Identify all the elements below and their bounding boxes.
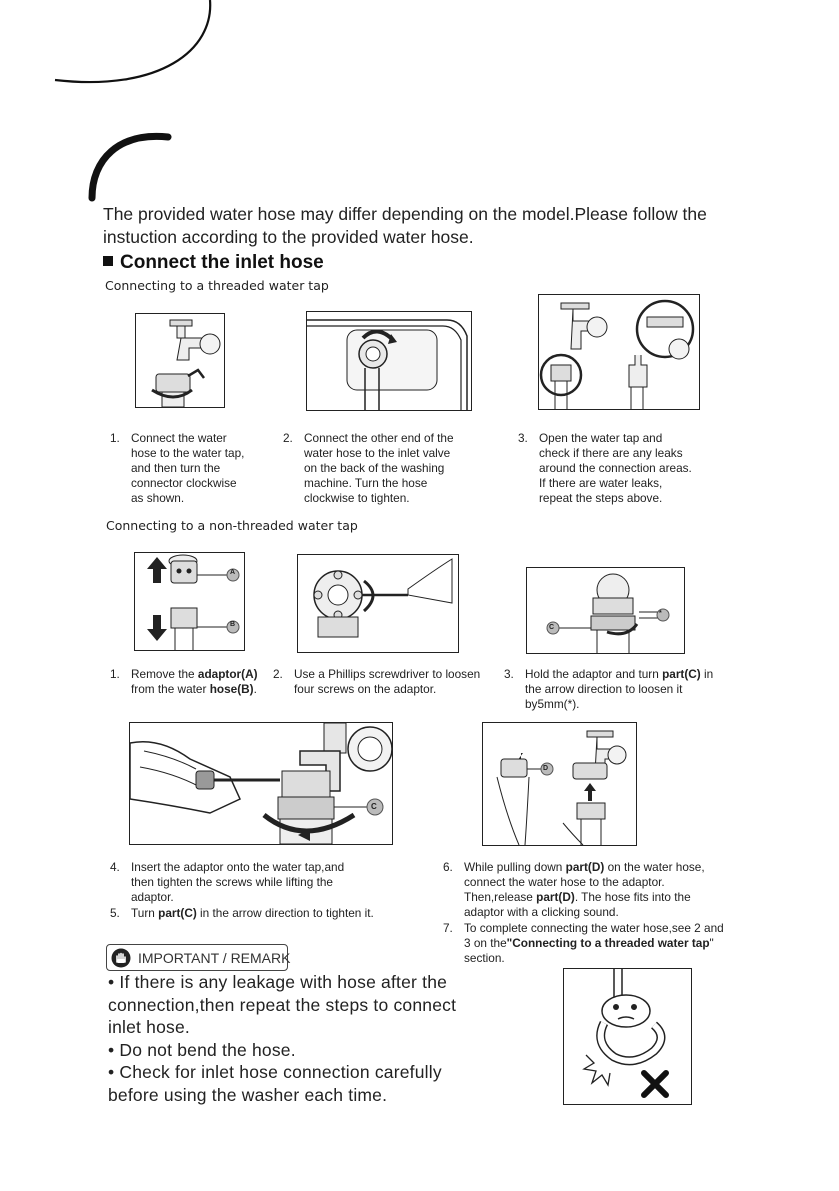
nonthreaded-step-5: 5. Turn part(C) in the arrow direction to tighten it. — [110, 906, 374, 920]
threaded-step-2: 2. Connect the other end of the water hose to the inlet valve on the back of the washing machine. Turn the hose clockwise to tighten. — [283, 431, 454, 505]
figure-inlet-valve — [306, 311, 472, 411]
label-c-2: C — [371, 802, 377, 811]
remark-item: • Do not bend the hose. — [108, 1039, 296, 1060]
label-b: B — [230, 621, 236, 628]
label-c: C — [549, 624, 555, 631]
figure-leak-check — [538, 294, 700, 410]
label-d: D — [543, 765, 549, 772]
leak-check-illustration — [539, 295, 699, 409]
remark-item: • If there is any leakage with hose after the connection,then repeat the steps to connect inlet hose. — [108, 972, 457, 1037]
figure-remove-adaptor — [134, 552, 245, 651]
nonthreaded-step-6: 6. While pulling down part(D) on the water hose, connect the water hose to the adaptor. Then,release part(D). The hose fits into the adaptor with a clicking sound. — [443, 860, 705, 919]
tap-illustration — [136, 314, 224, 407]
label-star: * — [659, 610, 662, 617]
subtitle-threaded: Connecting to a threaded water tap — [105, 278, 329, 293]
bullet-square-icon — [103, 256, 113, 266]
figure-attach-hose — [482, 722, 637, 846]
inlet-valve-illustration — [307, 312, 471, 410]
remove-adaptor-illustration — [135, 553, 244, 650]
nonthreaded-step-4: 4. Insert the adaptor onto the water tap,and then tighten the screws while lifting the adaptor. — [110, 860, 345, 904]
threaded-step-1: 1. Connect the water hose to the water tap, and then turn the connector clockwise as shown. — [110, 431, 245, 505]
section-title: Connect the inlet hose — [103, 252, 324, 274]
remark-item: • Check for inlet hose connection carefully before using the washer each time. — [108, 1062, 442, 1105]
threaded-step-3: 3. Open the water tap and check if there are any leaks around the connection areas. If there are water leaks, repeat the steps above. — [518, 431, 692, 505]
nonthreaded-step-7: 7. To complete connecting the water hose,see 2 and 3 on the"Connecting to a threaded water tap" section. — [443, 921, 724, 965]
nonthreaded-step-2: 2. Use a Phillips screwdriver to loosen four screws on the adaptor. — [273, 667, 481, 696]
figure-tighten-screws — [129, 722, 393, 845]
bent-hose-illustration — [564, 969, 691, 1104]
remarks-list — [108, 971, 518, 1106]
header-arc-decoration — [0, 0, 839, 210]
hand-stop-icon — [111, 948, 131, 968]
figure-turn-part-c — [526, 567, 685, 654]
tighten-screws-illustration — [130, 723, 392, 844]
label-a: A — [230, 569, 236, 576]
figure-bent-hose-warning — [563, 968, 692, 1105]
nonthreaded-step-1: 1. Remove the adaptor(A) from the water hose(B). — [110, 667, 258, 696]
figure-tap-connect — [135, 313, 225, 408]
loosen-screws-illustration — [298, 555, 458, 652]
figure-loosen-screws — [297, 554, 459, 653]
intro-text: The provided water hose may differ depending on the model.Please follow the instuction according to the provided water hose. — [103, 204, 707, 247]
important-label: IMPORTANT / REMARK — [138, 950, 291, 966]
attach-hose-illustration — [483, 723, 636, 845]
subtitle-nonthreaded: Connecting to a non-threaded water tap — [106, 518, 358, 533]
nonthreaded-step-3: 3. Hold the adaptor and turn part(C) in the arrow direction to loosen it by5mm(*). — [504, 667, 714, 711]
